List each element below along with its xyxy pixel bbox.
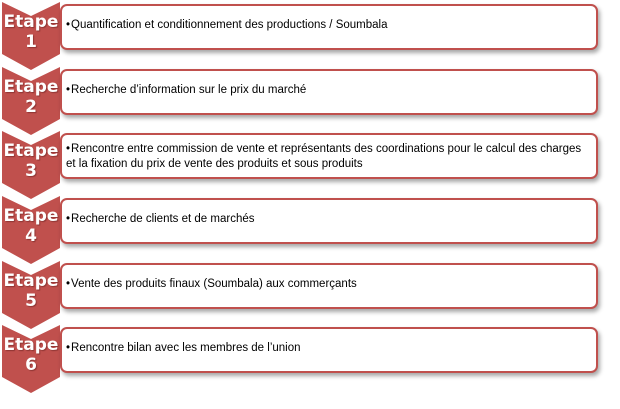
- bullet: •: [66, 342, 71, 354]
- step-1: [0, 2, 620, 62]
- step-1-box: [60, 4, 598, 50]
- step-2-label: Etape: [3, 77, 59, 97]
- step-5-label: Etape: [3, 271, 59, 291]
- step-3-number: 3: [25, 161, 37, 181]
- step-5-text: Vente des produits finaux (Soumbala) aux commerçants: [71, 278, 357, 290]
- step-6-label: Etape: [3, 335, 59, 355]
- step-3-label: Etape: [3, 141, 59, 161]
- step-2: [0, 67, 620, 127]
- step-1-number: 1: [25, 32, 37, 52]
- step-3-box: [60, 133, 598, 179]
- step-2-text: Recherche d’information sur le prix du marché: [71, 84, 307, 96]
- step-5-chevron: [2, 261, 60, 329]
- step-3-text: Rencontre entre commission de vente et représentants des coordinations pour le calcul des charges et la fixation du prix de vente des produits et sous produits: [66, 143, 582, 170]
- bullet: •: [66, 278, 71, 290]
- step-2-box: [60, 69, 598, 115]
- bullet: •: [66, 19, 71, 31]
- step-6-box: [60, 327, 598, 373]
- step-1-chevron: [2, 2, 60, 70]
- step-6-chevron: [2, 325, 60, 393]
- bullet: •: [66, 84, 71, 96]
- step-6-text: Rencontre bilan avec les membres de l’union: [71, 342, 301, 354]
- step-4-label: Etape: [3, 206, 59, 226]
- step-1-text: Quantification et conditionnement des productions / Soumbala: [71, 19, 388, 31]
- step-6: [0, 325, 620, 385]
- step-4-box: [60, 198, 598, 244]
- step-2-number: 2: [25, 97, 37, 117]
- step-5-number: 5: [25, 291, 37, 311]
- step-1-label: Etape: [3, 12, 59, 32]
- step-2-chevron: [2, 67, 60, 135]
- step-5: [0, 261, 620, 321]
- step-5-box: [60, 263, 598, 309]
- step-3-chevron: [2, 131, 60, 199]
- bullet: •: [66, 143, 71, 155]
- step-4: [0, 196, 620, 256]
- step-3: [0, 131, 620, 191]
- step-6-number: 6: [25, 355, 37, 375]
- step-4-number: 4: [25, 226, 37, 246]
- step-4-chevron: [2, 196, 60, 264]
- step-4-text: Recherche de clients et de marchés: [71, 213, 255, 225]
- bullet: •: [66, 213, 71, 225]
